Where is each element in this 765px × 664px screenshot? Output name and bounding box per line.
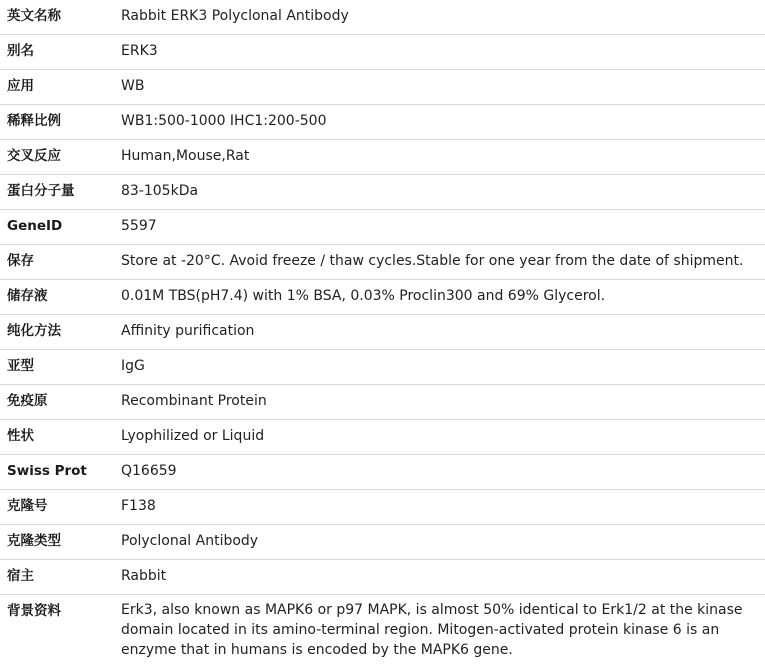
spec-value: WB — [114, 70, 765, 105]
spec-label: 宿主 — [0, 560, 114, 595]
spec-row-reactivity — [0, 140, 765, 175]
spec-label: 克隆类型 — [0, 525, 114, 560]
spec-value: Human,Mouse,Rat — [114, 140, 765, 175]
spec-label: GeneID — [0, 210, 114, 245]
spec-label: 纯化方法 — [0, 315, 114, 350]
spec-label: Swiss Prot — [0, 455, 114, 490]
spec-value: Affinity purification — [114, 315, 765, 350]
spec-row-swiss-prot — [0, 455, 765, 490]
spec-row-application — [0, 70, 765, 105]
spec-value: Polyclonal Antibody — [114, 525, 765, 560]
spec-value: Recombinant Protein — [114, 385, 765, 420]
spec-row-immunogen — [0, 385, 765, 420]
spec-value: Q16659 — [114, 455, 765, 490]
spec-value: Rabbit ERK3 Polyclonal Antibody — [114, 0, 765, 35]
spec-label: 别名 — [0, 35, 114, 70]
spec-row-alias — [0, 35, 765, 70]
spec-row-buffer — [0, 280, 765, 315]
spec-row-form — [0, 420, 765, 455]
spec-label: 储存液 — [0, 280, 114, 315]
spec-row-molecular-weight — [0, 175, 765, 210]
spec-label: 背景资料 — [0, 595, 114, 664]
spec-label: 亚型 — [0, 350, 114, 385]
spec-row-clone-number — [0, 490, 765, 525]
spec-label: 交叉反应 — [0, 140, 114, 175]
spec-value: ERK3 — [114, 35, 765, 70]
spec-label: 应用 — [0, 70, 114, 105]
spec-value: WB1:500-1000 IHC1:200-500 — [114, 105, 765, 140]
spec-row-purification — [0, 315, 765, 350]
spec-value: 5597 — [114, 210, 765, 245]
spec-label: 英文名称 — [0, 0, 114, 35]
spec-value: Erk3, also known as MAPK6 or p97 MAPK, is almost 50% identical to Erk1/2 at the kinase domain located in its amino-terminal region. Mitogen-activated protein kinase 6 is an enzyme that in humans is encoded by the MAPK6 gene. — [114, 595, 765, 664]
spec-row-host — [0, 560, 765, 595]
spec-row-dilution — [0, 105, 765, 140]
spec-value: Store at -20°C. Avoid freeze / thaw cycles.Stable for one year from the date of shipment. — [114, 245, 765, 280]
spec-value: Rabbit — [114, 560, 765, 595]
spec-row-gene-id — [0, 210, 765, 245]
spec-row-isotype — [0, 350, 765, 385]
spec-label: 克隆号 — [0, 490, 114, 525]
spec-value: Lyophilized or Liquid — [114, 420, 765, 455]
spec-label: 性状 — [0, 420, 114, 455]
spec-value: IgG — [114, 350, 765, 385]
spec-value: 0.01M TBS(pH7.4) with 1% BSA, 0.03% Proclin300 and 69% Glycerol. — [114, 280, 765, 315]
spec-row-background — [0, 595, 765, 664]
spec-label: 蛋白分子量 — [0, 175, 114, 210]
spec-label: 免疫原 — [0, 385, 114, 420]
spec-label: 稀释比例 — [0, 105, 114, 140]
spec-row-clonality — [0, 525, 765, 560]
spec-row-english-name — [0, 0, 765, 35]
spec-value: F138 — [114, 490, 765, 525]
spec-label: 保存 — [0, 245, 114, 280]
spec-row-storage — [0, 245, 765, 280]
spec-value: 83-105kDa — [114, 175, 765, 210]
